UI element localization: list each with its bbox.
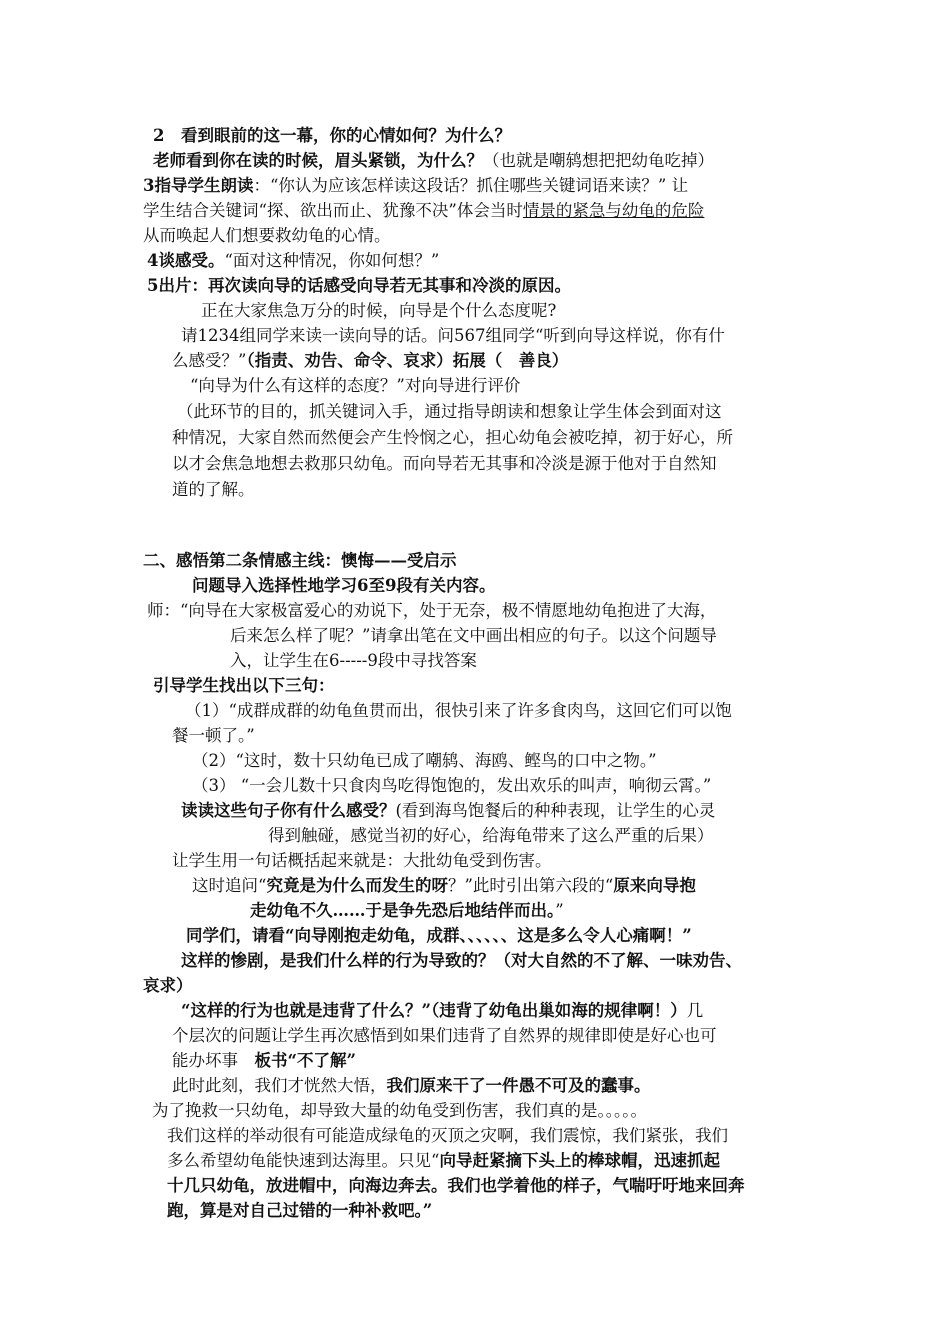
text-line (167, 1199, 432, 1223)
text-segment: 几 (686, 1001, 704, 1020)
text-line (152, 1099, 647, 1123)
text-line (143, 549, 457, 573)
text-line (147, 599, 716, 623)
text-line (181, 999, 703, 1023)
text-segment: “向导为什么有这样的态度？”对向导进行评价 (190, 376, 521, 395)
text-segment: 老师看到你在读的时候，眉头紧锁，为什么？ (153, 151, 483, 170)
text-segment: 究竟是为什么而发生的呀 (266, 876, 448, 895)
text-segment: 哀求） (143, 976, 193, 995)
text-segment: 种情况，大家自然而然便会产生怜悯之心，担心幼龟会被吃掉，初于好心，所 (172, 428, 733, 447)
text-line (172, 1024, 717, 1048)
text-line (186, 924, 692, 948)
text-segment: （也就是嘲鸫想把把幼龟吃掉） (483, 151, 714, 170)
text-segment: 二、感悟第二条情感主线：懊悔——受启示 (143, 551, 457, 570)
text-line (250, 899, 564, 923)
text-segment: 4谈感受。 (147, 251, 225, 270)
text-line (201, 299, 556, 323)
text-line (143, 974, 193, 998)
text-line (190, 374, 520, 398)
text-segment: （此环节的目的，抓关键词入手，通过指导朗读和想象让学生体会到面对这 (177, 402, 722, 421)
text-segment: 情景的紧急与幼龟的危险 (522, 201, 705, 220)
text-line (143, 174, 688, 198)
text-segment: 跑，算是对自己过错的一种补救吧。” (167, 1201, 433, 1220)
text-segment: 道的了解。 (172, 480, 255, 499)
text-segment: 原来向导抱 (613, 876, 696, 895)
text-segment: 走幼龟不久……于是争先恐后地结伴而出。 (250, 901, 556, 920)
text-segment: 我们原来干了一件愚不可及的蠢事。 (386, 1076, 651, 1095)
text-line (147, 274, 571, 298)
text-segment: ：“你认为应该怎样读这段话？抓住哪些关键词语来读？” 让 (253, 176, 689, 195)
text-segment: 么感受？” (172, 351, 247, 370)
text-segment: 多么希望幼龟能快速到达海里。只见“ (167, 1151, 440, 1170)
text-segment: 十几只幼龟，放进帽中，向海边奔去。我们也学着他的样子，气喘吁吁地来回奔 (167, 1176, 745, 1195)
text-segment: 向导赶紧摘下头上的棒球帽，迅速抓起 (439, 1151, 720, 1170)
text-segment: ？”此时引出第六段的“ (447, 876, 614, 895)
text-line (172, 849, 552, 873)
text-segment: 入，让学生在6-----9段中寻找答案 (230, 651, 477, 670)
text-line (172, 452, 717, 476)
text-segment: 此时此刻，我们才恍然大悟， (172, 1076, 387, 1095)
text-line (192, 774, 711, 798)
text-segment: 能办坏事 (172, 1051, 255, 1070)
text-line (153, 124, 511, 148)
text-line (172, 1074, 651, 1098)
text-segment: (看到海鸟饱餐后的种种表现，让学生的心灵 (395, 801, 716, 820)
text-line (181, 799, 715, 823)
text-segment: 为了挽救一只幼龟，却导致大量的幼龟受到伤害，我们真的是。。。。。 (152, 1101, 647, 1120)
text-line (230, 624, 717, 648)
text-segment: 正在大家焦急万分的时候，向导是个什么态度呢? (201, 301, 557, 320)
text-segment: （3） “一会儿数十只食肉鸟吃得饱饱的，发出欢乐的叫声，响彻云霄。” (192, 776, 712, 795)
text-line (172, 478, 255, 502)
text-segment: 请1234组同学来读一读向导的话。问567组同学“听到向导这样说，你有什 (181, 326, 725, 345)
text-segment: 从而唤起人们想要救幼龟的心情。 (143, 226, 391, 245)
text-segment: 读读这些句子你有什么感受？ (181, 801, 396, 820)
text-segment: 这时追问“ (192, 876, 267, 895)
text-line (143, 199, 704, 223)
text-segment: （指责、劝告、命令、哀求）拓展（ 善良） (246, 351, 569, 370)
text-line (177, 400, 722, 424)
text-line (153, 674, 335, 698)
text-segment: 2 看到眼前的这一幕，你的心情如何？为什么？ (153, 126, 511, 145)
text-line (192, 749, 657, 773)
text-segment: 学生结合关键词“探、欲出而止、犹豫不决”体会当时 (143, 201, 523, 220)
text-segment: 师：“向导在大家极富爱心的劝说下，处于无奈，极不情愿地幼龟抱进了大海， (147, 601, 717, 620)
text-line (167, 1124, 728, 1148)
text-segment: 让学生用一句话概括起来就是：大批幼龟受到伤害。 (172, 851, 552, 870)
text-segment: ” (555, 901, 564, 920)
text-line (172, 426, 733, 450)
text-line (181, 949, 742, 973)
text-segment: 餐一顿了。” (172, 726, 255, 745)
text-line (143, 224, 391, 248)
text-line (153, 149, 714, 173)
text-segment: （1）“成群成群的幼龟鱼贯而出，很快引来了许多食肉鸟，这回它们可以饱 (185, 701, 732, 720)
text-line (181, 324, 725, 348)
text-line (185, 699, 732, 723)
text-line (167, 1174, 745, 1198)
text-line (268, 824, 714, 848)
text-line (172, 349, 568, 373)
text-segment: 以才会焦急地想去救那只幼龟。而向导若无其事和冷淡是源于他对于自然知 (172, 454, 717, 473)
text-line (167, 1149, 720, 1173)
text-segment: 5出片：再次读向导的话感受向导若无其事和冷淡的原因。 (147, 276, 571, 295)
text-segment: 问题导入选择性地学习6至9段有关内容。 (192, 576, 496, 595)
text-segment: 3指导学生朗读 (143, 176, 254, 195)
text-line (147, 249, 439, 273)
text-line (230, 649, 477, 673)
text-line (172, 1049, 356, 1073)
text-line (172, 724, 255, 748)
text-segment: 后来怎么样了呢？”请拿出笔在文中画出相应的句子。以这个问题导 (230, 626, 717, 645)
text-line (192, 874, 696, 898)
text-segment: “面对这种情况，你如何想？” (224, 251, 440, 270)
text-segment: 板书“不了解” (254, 1051, 356, 1070)
text-segment: 这样的惨剧，是我们什么样的行为导致的？（对大自然的不了解、一味劝告、 (181, 951, 742, 970)
text-segment: 我们这样的举动很有可能造成绿龟的灭顶之灾啊，我们震惊，我们紧张，我们 (167, 1126, 728, 1145)
text-segment: “这样的行为也就是违背了什么？”（违背了幼龟出巢如海的规律啊！） (181, 1001, 687, 1020)
text-segment: 同学们，请看“向导刚抱走幼龟，成群、、、、、、这是多么令人心痛啊！” (186, 926, 692, 945)
text-segment: 引导学生找出以下三句： (153, 676, 335, 695)
text-segment: 个层次的问题让学生再次感悟到如果们违背了自然界的规律即使是好心也可 (172, 1026, 717, 1045)
text-segment: （2）“这时，数十只幼龟已成了嘲鸫、海鸥、鲣鸟的口中之物。” (192, 751, 657, 770)
text-segment: 得到触碰，感觉当初的好心，给海龟带来了这么严重的后果） (268, 826, 714, 845)
text-line (192, 574, 495, 598)
